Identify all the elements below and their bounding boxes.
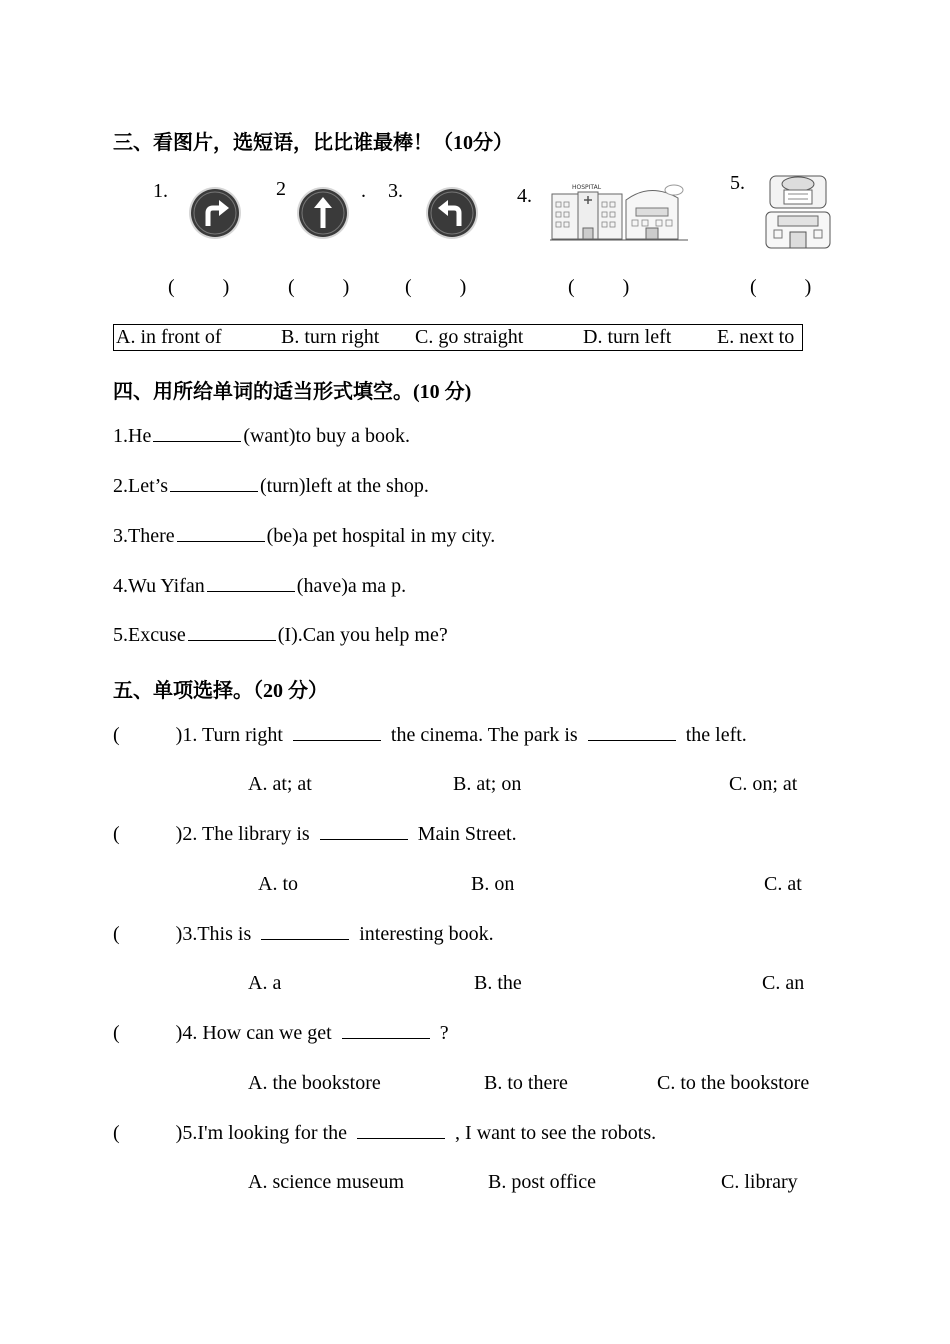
item-number-2: 2	[276, 178, 286, 200]
answer-blank-2[interactable]: ( )	[288, 276, 350, 298]
item-number-3: 3.	[388, 180, 403, 202]
fill-blank[interactable]	[207, 590, 295, 592]
turn-left-sign-icon	[425, 186, 479, 240]
item-number-4: 4.	[517, 185, 532, 207]
answer-blank-1[interactable]: ( )	[168, 276, 230, 298]
option-e: E. next to	[717, 326, 795, 348]
fill-item-2: 2.Let’s (turn)left at the shop.	[113, 475, 429, 497]
question-5: ( )5.I'm looking for the , I want to see the robots.	[113, 1122, 657, 1144]
option-c: C. go straight	[415, 326, 524, 348]
question-blank[interactable]	[588, 739, 676, 741]
fill-blank[interactable]	[188, 639, 276, 641]
option-b: B. turn right	[281, 326, 380, 348]
choice-5b[interactable]: B. post office	[488, 1171, 596, 1193]
fill-blank[interactable]	[177, 540, 265, 542]
fill-item-3: 3.There (be)a pet hospital in my city.	[113, 525, 496, 547]
item-number-1: 1.	[153, 180, 168, 202]
question-2: ( )2. The library is Main Street.	[113, 823, 517, 845]
turn-right-sign-icon	[188, 186, 242, 240]
question-4: ( )4. How can we get ?	[113, 1022, 449, 1044]
answer-blank-5[interactable]: ( )	[750, 276, 812, 298]
option-d: D. turn left	[583, 326, 672, 348]
hospital-next-to-cinema-icon	[550, 178, 688, 242]
options-box	[113, 324, 803, 351]
choice-1a[interactable]: A. at; at	[248, 773, 312, 795]
choice-3b[interactable]: B. the	[474, 972, 522, 994]
section5-title: 五、单项选择。（20 分）	[113, 680, 328, 702]
choice-2c[interactable]: C. at	[764, 873, 802, 895]
choice-4a[interactable]: A. the bookstore	[248, 1072, 381, 1094]
item-dot: .	[361, 180, 366, 202]
question-blank[interactable]	[293, 739, 381, 741]
choice-3c[interactable]: C. an	[762, 972, 805, 994]
fill-blank[interactable]	[153, 440, 241, 442]
question-blank[interactable]	[342, 1037, 430, 1039]
fill-blank[interactable]	[170, 490, 258, 492]
choice-4b[interactable]: B. to there	[484, 1072, 568, 1094]
answer-blank-4[interactable]: ( )	[568, 276, 630, 298]
choice-3a[interactable]: A. a	[248, 972, 282, 994]
question-blank[interactable]	[357, 1137, 445, 1139]
choice-5c[interactable]: C. library	[721, 1171, 798, 1193]
choice-1c[interactable]: C. on; at	[729, 773, 798, 795]
section4-title: 四、用所给单词的适当形式填空。(10 分)	[113, 381, 472, 403]
answer-blank-3[interactable]: ( )	[405, 276, 467, 298]
choice-2b[interactable]: B. on	[471, 873, 515, 895]
go-straight-sign-icon	[296, 186, 350, 240]
fill-item-1: 1.He (want)to buy a book.	[113, 425, 410, 447]
choice-2a[interactable]: A. to	[258, 873, 298, 895]
choice-4c[interactable]: C. to the bookstore	[657, 1072, 810, 1094]
question-blank[interactable]	[261, 938, 349, 940]
fill-item-5: 5.Excuse (I).Can you help me?	[113, 624, 448, 646]
fill-item-4: 4.Wu Yifan (have)a ma p.	[113, 575, 407, 597]
question-3: ( )3.This is interesting book.	[113, 923, 494, 945]
item-number-5: 5.	[730, 172, 745, 194]
building-in-front-of-building-icon	[760, 170, 836, 252]
choice-5a[interactable]: A. science museum	[248, 1171, 405, 1193]
choice-1b[interactable]: B. at; on	[453, 773, 522, 795]
question-1: ( )1. Turn right the cinema. The park is the left.	[113, 724, 747, 746]
option-a: A. in front of	[116, 326, 222, 348]
section3-title: 三、看图片，选短语，比比谁最棒！（10分）	[113, 132, 513, 154]
hospital-sign-text: HOSPITAL	[572, 184, 602, 191]
question-blank[interactable]	[320, 838, 408, 840]
